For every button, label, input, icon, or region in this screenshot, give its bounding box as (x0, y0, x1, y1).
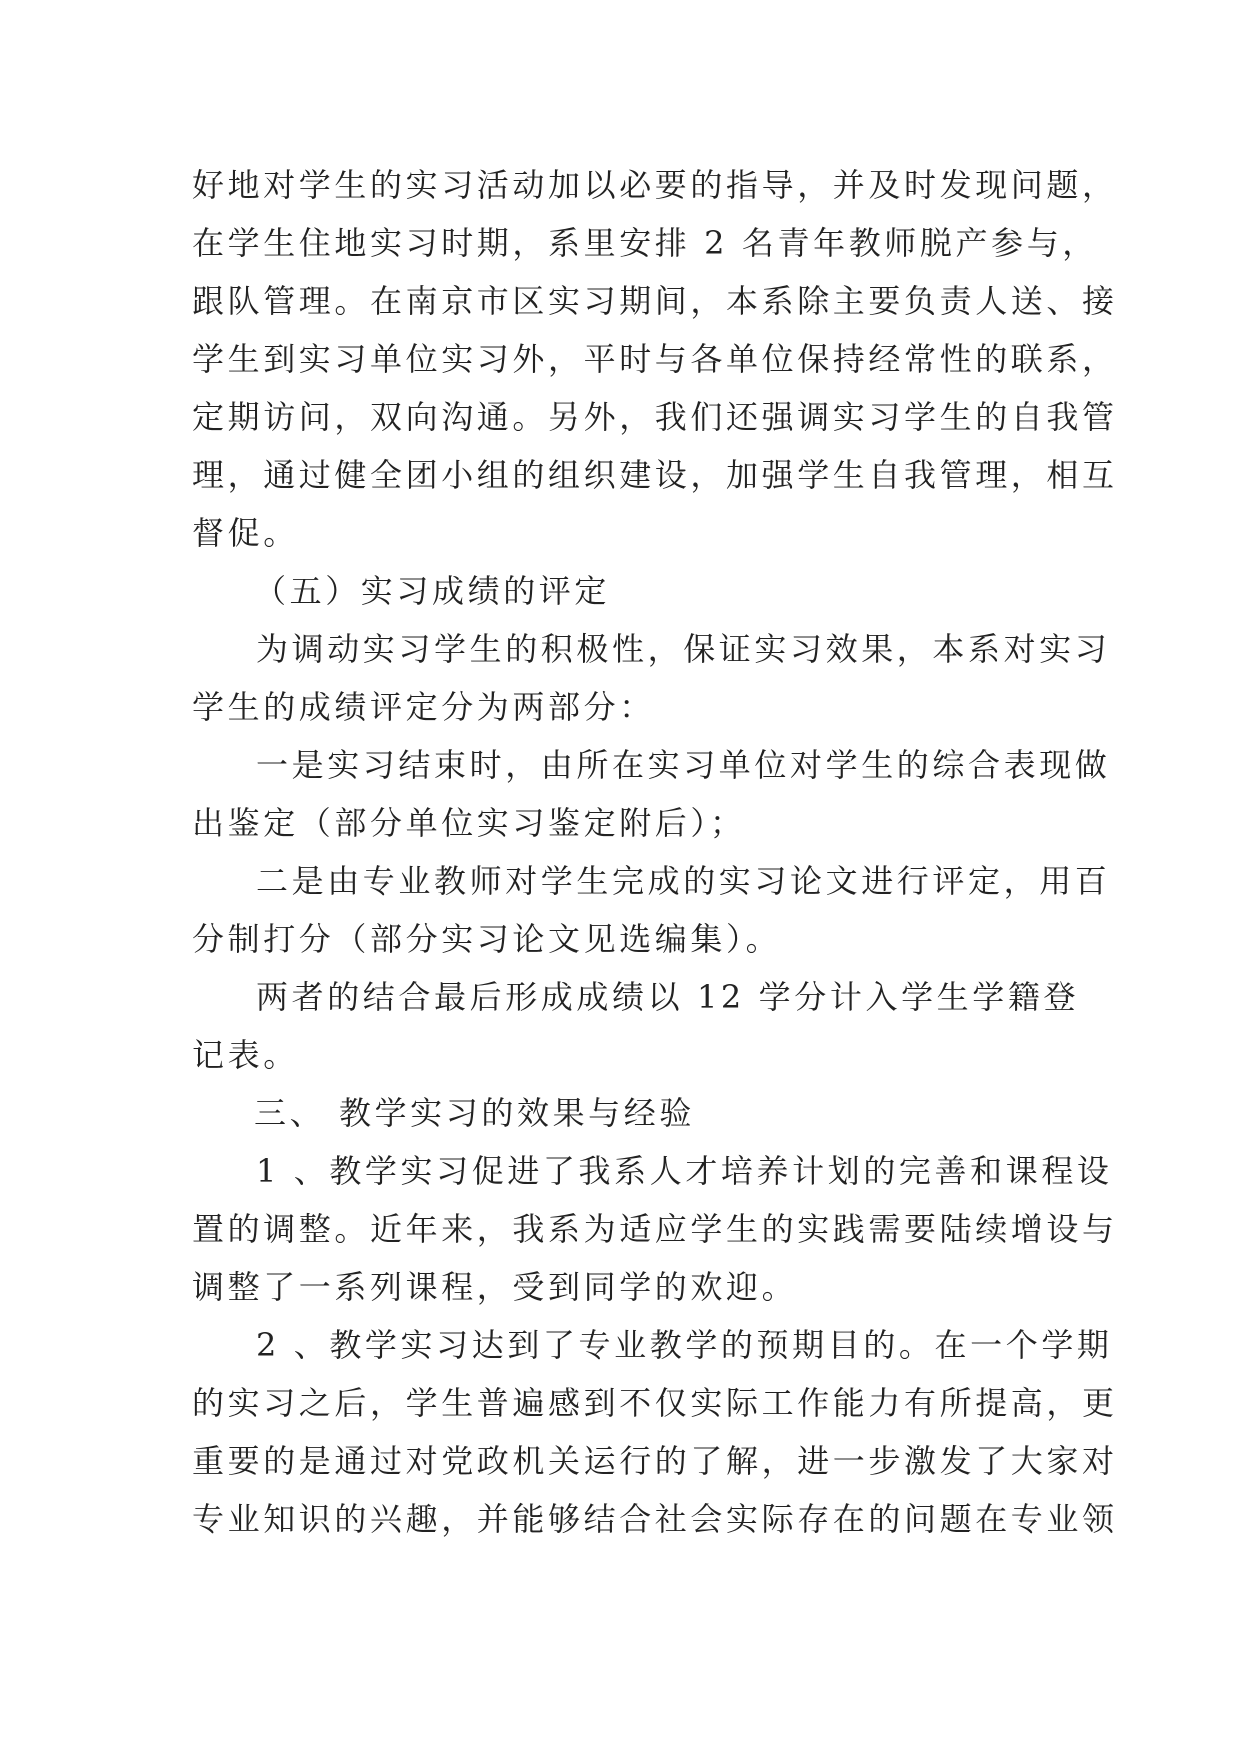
text-line: 重要的是通过对党政机关运行的了解，进一步激发了大家对 (192, 1442, 1118, 1480)
paragraph-start: 为调动实习学生的积极性，保证实习效果，本系对实习 (256, 630, 1111, 668)
text-line: 督促。 (192, 514, 299, 552)
text-line: 学生的成绩评定分为两部分： (192, 688, 655, 726)
text-line: 好地对学生的实习活动加以必要的指导，并及时发现问题， (192, 166, 1118, 204)
text-line: 理，通过健全团小组的组织建设，加强学生自我管理，相互 (192, 456, 1118, 494)
section-heading: 三、 教学实习的效果与经验 (254, 1094, 695, 1132)
text-line: 记表。 (192, 1036, 299, 1074)
paragraph-start: 一是实习结束时，由所在实习单位对学生的综合表现做 (256, 746, 1111, 784)
paragraph-start: 2 、教学实习达到了专业教学的预期目的。在一个学期 (256, 1326, 1113, 1364)
text-line: 的实习之后，学生普遍感到不仅实际工作能力有所提高，更 (192, 1384, 1118, 1422)
paragraph-start: 1 、教学实习促进了我系人才培养计划的完善和课程设 (256, 1152, 1113, 1190)
paragraph-start: 二是由专业教师对学生完成的实习论文进行评定，用百 (256, 862, 1111, 900)
text-line: 专业知识的兴趣，并能够结合社会实际存在的问题在专业领 (192, 1500, 1118, 1538)
paragraph-start: 两者的结合最后形成成绩以 12 学分计入学生学籍登 (256, 978, 1080, 1016)
text-line: 置的调整。近年来，我系为适应学生的实践需要陆续增设与 (192, 1210, 1118, 1248)
text-line: 分制打分（部分实习论文见选编集）。 (192, 920, 782, 958)
text-line: 在学生住地实习时期，系里安排 2 名青年教师脱产参与， (192, 224, 1098, 262)
text-line: 调整了一系列课程，受到同学的欢迎。 (192, 1268, 798, 1306)
text-line: 跟队管理。在南京市区实习期间，本系除主要负责人送、接 (192, 282, 1118, 320)
text-line: 定期访问，双向沟通。另外，我们还强调实习学生的自我管 (192, 398, 1118, 436)
section-heading: （五）实习成绩的评定 (254, 572, 611, 610)
text-line: 学生到实习单位实习外，平时与各单位保持经常性的联系， (192, 340, 1118, 378)
text-line: 出鉴定（部分单位实习鉴定附后）； (192, 804, 746, 842)
